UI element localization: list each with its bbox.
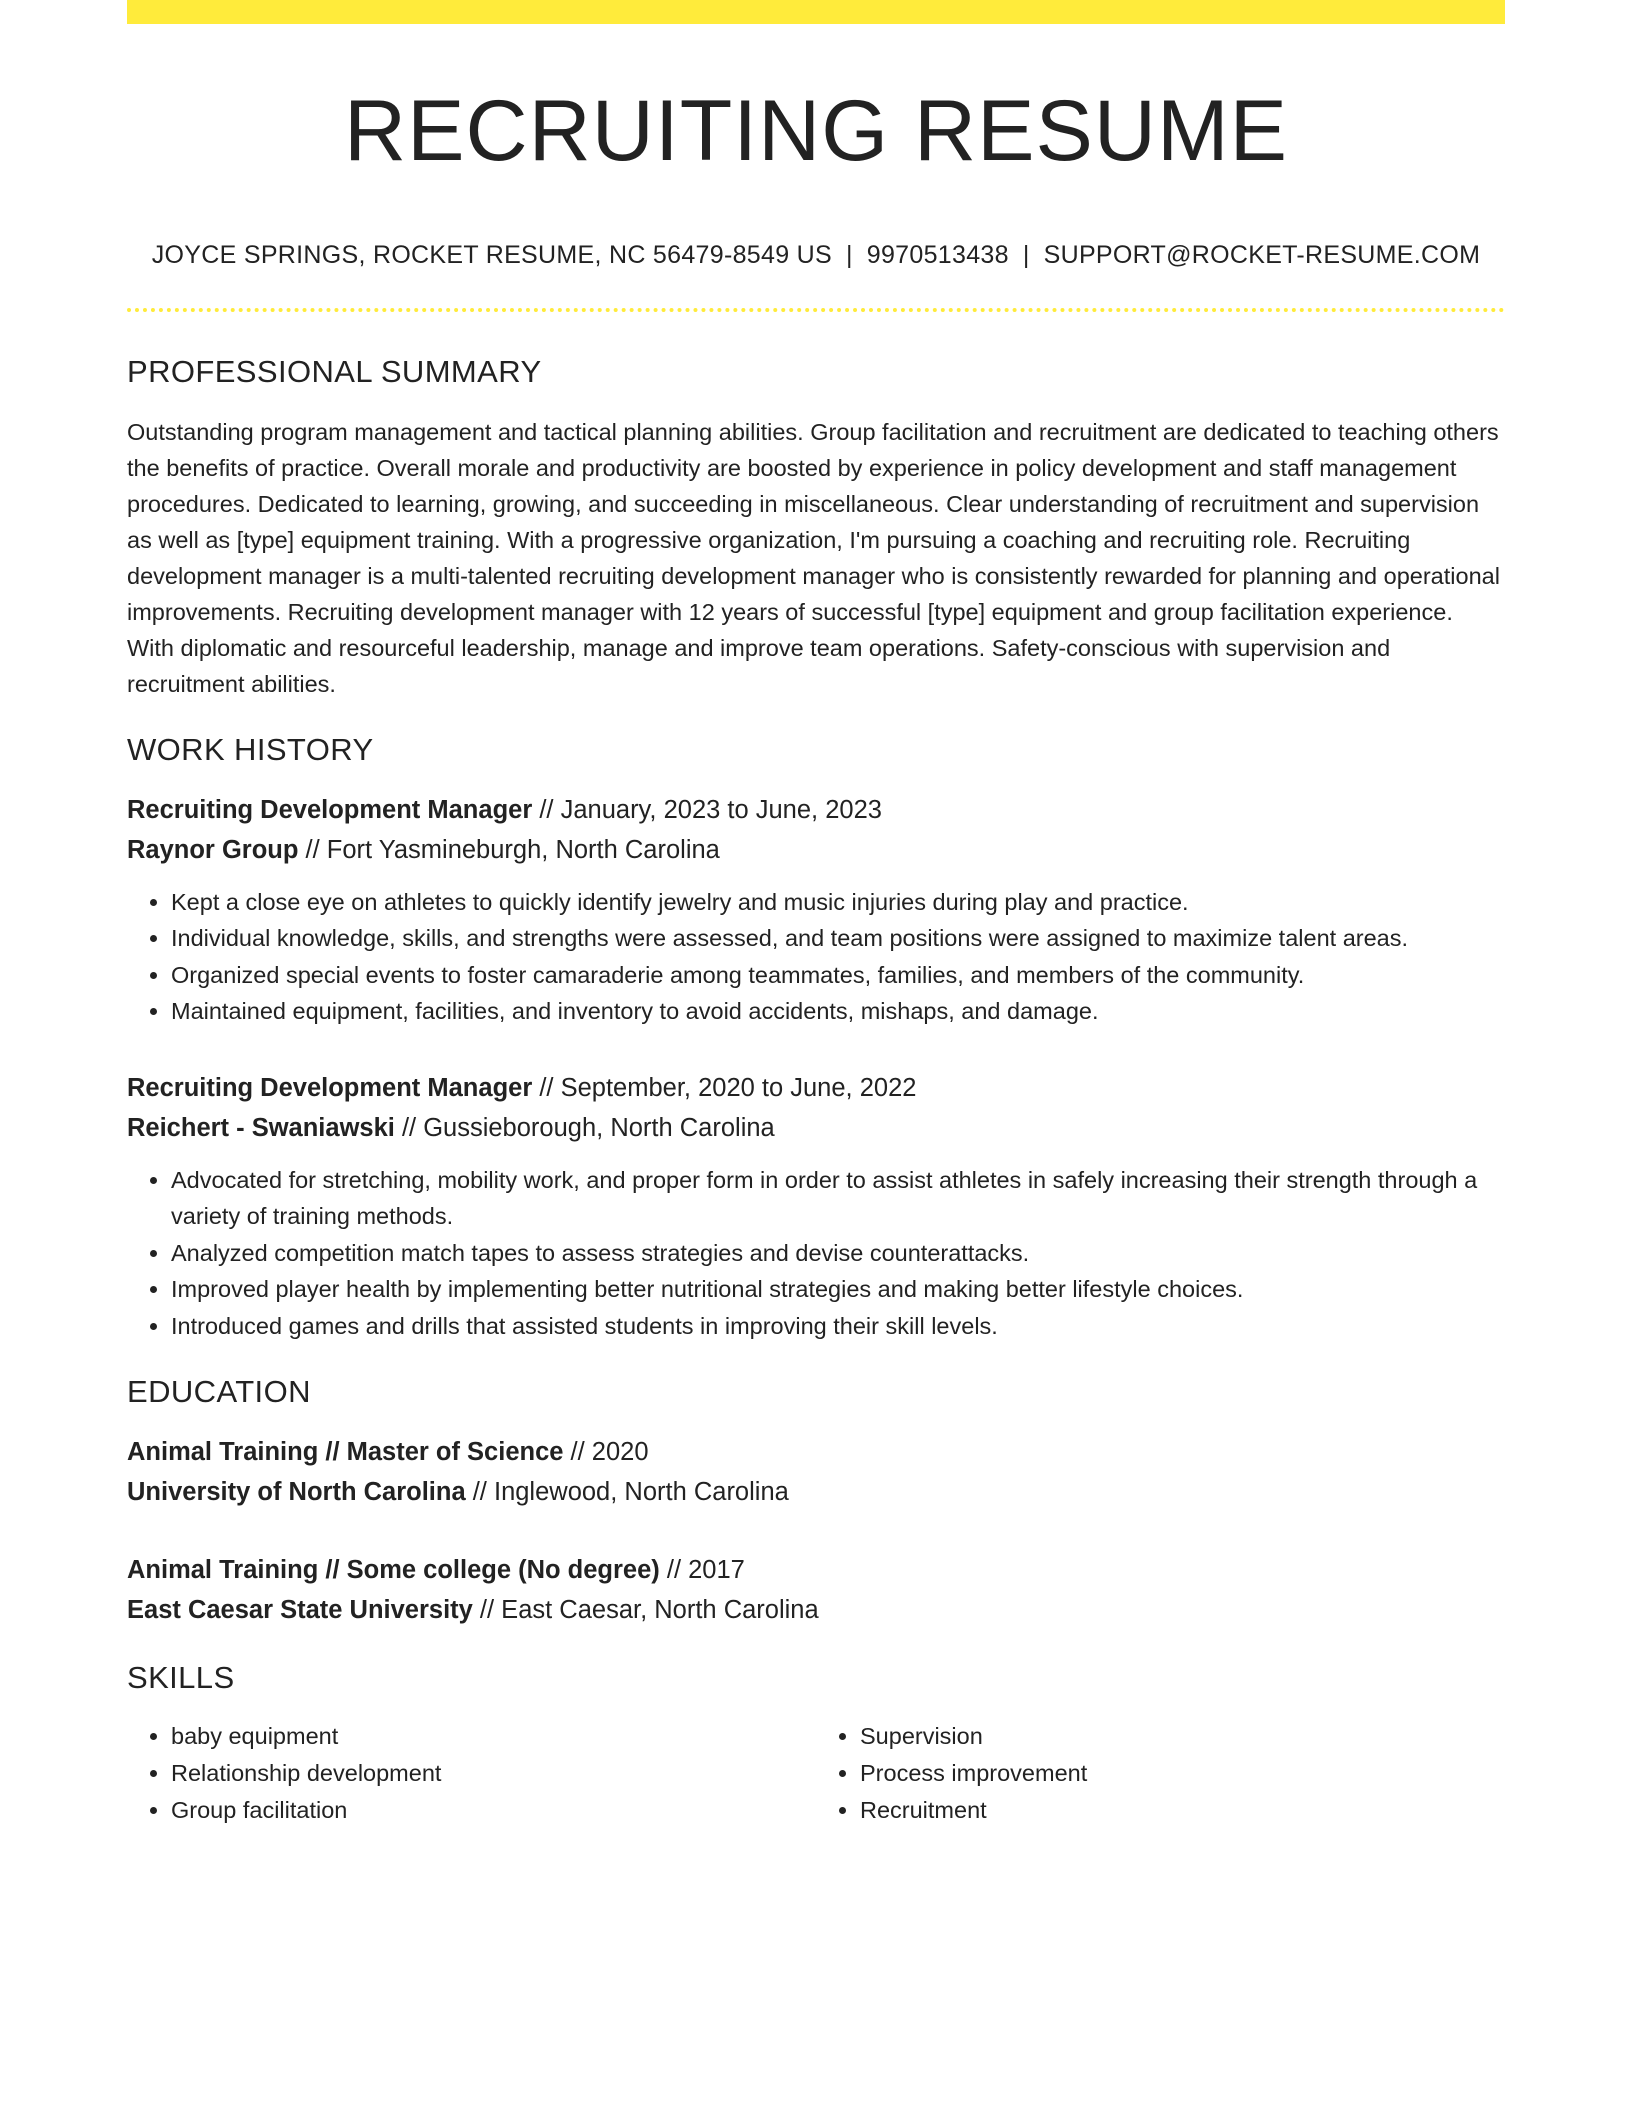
school-line — [127, 1590, 1505, 1630]
degree-line — [127, 1550, 1505, 1590]
degree: Animal Training // Master of Science — [127, 1438, 564, 1467]
job-entry — [127, 790, 1505, 1030]
job-title-line — [127, 1068, 1505, 1108]
job-dates: // September, 2020 to June, 2022 — [532, 1073, 917, 1102]
degree-line — [127, 1432, 1505, 1472]
education-entry — [127, 1550, 1505, 1630]
school-line — [127, 1472, 1505, 1512]
job-company: Reichert - Swaniawski — [127, 1113, 395, 1142]
contact-email[interactable]: SUPPORT@ROCKET-RESUME.COM — [1043, 240, 1481, 269]
summary-text: Outstanding program management and tactical planning abilities. Group facilitation and recruitment are dedicated to teaching others the benefits of practice. Overall morale and productivity are boosted by experience in policy development and staff management procedures. Dedicated to learning, growing, and succeeding in miscellaneous. Clear understanding of recruitment and supervision as well as [type] equipment training. With a progressive organization, I'm pursuing a coaching and recruiting role. Recruiting development manager is a multi-talented recruiting development manager who is consistently rewarded for planning and operational improvements. Recruiting development manager with 12 years of successful [type] equipment and group facilitation experience. With diplomatic and resourceful leadership, manage and improve team operations. Safety-conscious with supervision and recruitment abilities. — [127, 418, 1500, 697]
resume-title: RECRUITING RESUME — [344, 83, 1288, 179]
job-bullets — [127, 884, 1505, 1030]
job-bullet: • Analyzed competition match tapes to assess strategies and devise counterattacks. — [171, 1235, 1505, 1272]
skills-grid — [127, 1718, 1505, 1829]
job-title: Recruiting Development Manager — [127, 795, 533, 824]
school-location: // Inglewood, North Carolina — [465, 1478, 789, 1507]
skills-column-right — [816, 1718, 1505, 1829]
skills-column-left — [127, 1718, 816, 1829]
job-location: // Gussieborough, North Carolina — [394, 1113, 775, 1142]
job-company-line — [127, 830, 1505, 870]
job-company: Raynor Group — [127, 835, 299, 864]
contact-separator: | — [1022, 240, 1030, 269]
job-bullet: • Improved player health by implementing better nutritional strategies and making better lifestyle choices. — [171, 1271, 1505, 1308]
job-bullet: • Kept a close eye on athletes to quickly identify jewelry and music injuries during play and practice. — [171, 884, 1505, 921]
degree-year: // 2017 — [659, 1556, 745, 1585]
skill-item: • Supervision — [860, 1718, 1505, 1755]
resume-page — [127, 0, 1505, 1829]
skill-item: • baby equipment — [171, 1718, 816, 1755]
skill-item: • Process improvement — [860, 1755, 1505, 1792]
job-title: Recruiting Development Manager — [127, 1073, 533, 1102]
education-heading: EDUCATION — [127, 1374, 311, 1410]
school: University of North Carolina — [127, 1478, 466, 1507]
job-dates: // January, 2023 to June, 2023 — [532, 795, 882, 824]
job-bullet: • Introduced games and drills that assisted students in improving their skill levels. — [171, 1308, 1505, 1345]
contact-separator: | — [845, 240, 853, 269]
contact-phone: 9970513438 — [866, 240, 1009, 269]
work-history-heading: WORK HISTORY — [127, 731, 374, 767]
education-entry — [127, 1432, 1505, 1512]
school-location: // East Caesar, North Carolina — [472, 1596, 819, 1625]
accent-bar — [127, 0, 1505, 24]
skill-item: • Group facilitation — [171, 1792, 816, 1829]
job-entry — [127, 1068, 1505, 1345]
job-bullets — [127, 1162, 1505, 1345]
contact-address: JOYCE SPRINGS, ROCKET RESUME, NC 56479-8549 US — [151, 240, 832, 269]
job-bullet: • Maintained equipment, facilities, and inventory to avoid accidents, mishaps, and damage. — [171, 993, 1505, 1030]
contact-line — [127, 241, 1505, 270]
job-bullet: • Advocated for stretching, mobility work, and proper form in order to assist athletes in safely increasing their strength through a variety of training methods. — [171, 1162, 1505, 1235]
summary-heading: PROFESSIONAL SUMMARY — [127, 353, 542, 389]
school: East Caesar State University — [127, 1596, 473, 1625]
job-company-line — [127, 1108, 1505, 1148]
degree: Animal Training // Some college (No degree) — [127, 1556, 660, 1585]
job-bullet: • Organized special events to foster camaraderie among teammates, families, and members of the community. — [171, 957, 1505, 994]
degree-year: // 2020 — [563, 1438, 649, 1467]
dotted-divider — [127, 308, 1505, 312]
skill-item: • Relationship development — [171, 1755, 816, 1792]
skills-heading: SKILLS — [127, 1660, 235, 1696]
job-title-line — [127, 790, 1505, 830]
job-bullet: • Individual knowledge, skills, and strengths were assessed, and team positions were assigned to maximize talent areas. — [171, 920, 1505, 957]
job-location: // Fort Yasmineburgh, North Carolina — [298, 835, 720, 864]
skill-item: • Recruitment — [860, 1792, 1505, 1829]
